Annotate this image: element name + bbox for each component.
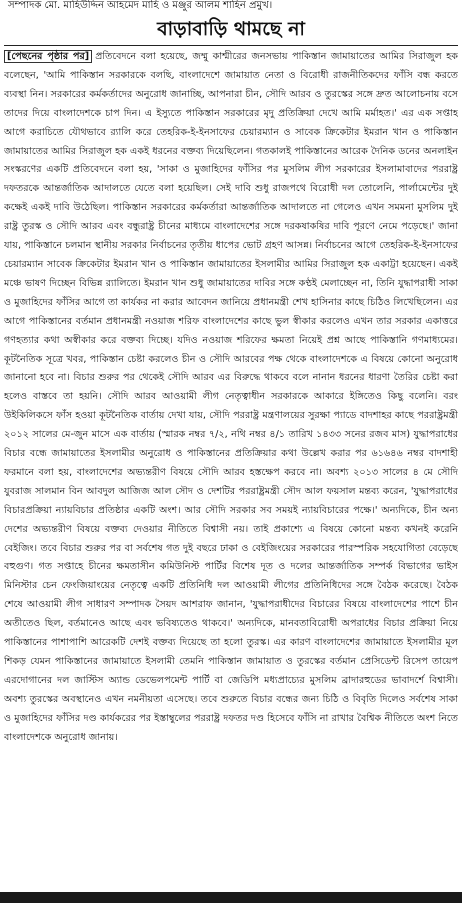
- headline: বাড়াবাড়ি থামছে না: [157, 18, 305, 40]
- article-text: প্রতিবেদনে বলা হয়েছে, জম্মু কাশ্মীরের জনসভায় পাকিস্তান জামায়াতের আমির সিরাজুল হক বলেছেন, 'আমি পাকিস্তান সরকারকে বলছি, বাংলাদেশে জামায়াত নেতা ও বিরোধী রাজনীতিকদের ফাঁসি বন্ধ করতে ব্যবস্থা নিন। সরকারের কর্মকর্তাদের অনুরোধ জানাচ্ছি, আপনারা চীন, সৌদি আরব ও তুরস্কের সঙ্গে দ্রুত আলোচনায় বসে তাদের দিয়ে বাংলাদেশকে চাপ দিন। এ ইস্যুতে পাকিস্তান সরকারের মৃদু প্রতিক্রিয়া দেখে আমি মর্মাহত।' এর এক সপ্তাহ আগে করাচিতে যৌথভাবে র‌্যালি করে তেহরিক-ই-ইনসাফের চেয়ারম্যান ও সাবেক ক্রিকেটার ইমরান খান ও পাকিস্তান জামায়াতের আমির সিরাজুল হক একই ধরনের বক্তব্য দিয়েছিলেন। গতকালই পাকিস্তানের আরেক দৈনিক ডনের অনলাইন সংস্করণের একটি প্রতিবেদনে বলা হয়, 'সাকা ও মুজাহিদের ফাঁসির পর মুসলিম লীগ সরকারের ইসলামাবাদের পররাষ্ট্র দফতরকে আন্তর্জাতিক আদালতে যেতে বলা হয়েছিল। সেই দাবি শুধু রাজপথে বিরোধী দল তোলেনি, পার্লামেন্টের দুই কক্ষেই একই দাবি উঠেছিল। পাকিস্তান সরকারের কর্মকর্তারা আন্তর্জাতিক আদালতে না গেলেও এখন সমমনা মুসলিম দুই রাষ্ট্র তুরস্ক ও সৌদি আরব এবং বন্ধুরাষ্ট্র চীনের মাধ্যমে বাংলাদেশের সঙ্গে দরকষাকষির দাবি পূরণে নেমে পড়েছে।' জানা যায়, পাকিস্তানে চলমান স্থানীয় সরকার নির্বাচনের তৃতীয় ধাপের ভোট গ্রহণ আসন্ন। নির্বাচনের আগে তেহরিক-ই-ইনসাফের চেয়ারম্যান সাবেক ক্রিকেটার ইমরান খান ও পাকিস্তান জামায়াতের ইসলামীর আমির সিরাজুল হক একাট্টা হয়েছেন। একই মঞ্চে ভাষণ দিচ্ছেন বিভিন্ন র‌্যালিতে। ইমরান খান শুধু জামায়াতের দাবির সঙ্গে কণ্ঠই মেলাচ্ছেন না, তিনি যুদ্ধাপরাধী সাকা ও মুজাহিদের ফাঁসির আগে তা কার্যকর না করার আবেদন জানিয়ে প্রধানমন্ত্রী শেখ হাসিনার কাছে চিঠিও লিখেছিলেন। এর আগে পাকিস্তানের বর্তমান প্রধানমন্ত্রী নওয়াজ শরিফ বাংলাদেশের কাছে ভুল স্বীকার করলেও এখন তার সরকার একাত্তরে গণহত্যার কথা অস্বীকার করে বক্তব্য দিচ্ছে। যদিও নওয়াজ শরিফের ক্ষমতা নিয়েই প্রশ্ন আছে পাকিস্তানি গণমাধ্যমের। কূটনৈতিক সূত্রে খবর, পাকিস্তান চেষ্টা করলেও চীন ও সৌদি আরবের পক্ষ থেকে বাংলাদেশকে এ বিষয়ে কোনো অনুরোধ জানানো হবে না। বিচার শুরুর পর থেকেই সৌদি আরব এর বিরুদ্ধে থাকবে বলে নানান ধরনের ধারণা তৈরির চেষ্টা করা হলেও বাস্তবে তা হয়নি। সৌদি আরব আওয়ামী লীগ নেতৃত্বাধীন সরকারকে আকারে ইঙ্গিতেও কিছু বলেনি। বরং উইকিলিকসে ফাঁস হওয়া কূটনৈতিক বার্তায় দেখা যায়, সৌদি পররাষ্ট্র মন্ত্রণালয়ের সুরক্ষা প্যাডে বাদশাহর কাছে পররাষ্ট্রমন্ত্রী ২০১২ সালের মে-জুন মাসে এক বার্তায় (স্মারক নম্বর ৭/২, নথি নম্বর ৪/১ তারিখ ১৪৩৩ সনের রজব মাস) যুদ্ধাপরাধের বিচার বন্ধে জামায়াতের ইসলামীর অনুরোধ ও পাকিস্তানের প্রতিক্রিয়ার কথা উল্লেখ করার পর ৬১৬৪৬ নম্বর বাদশাহী ফরমানে বলা হয়, বাংলাদেশের অভ্যন্তরীণ বিষয়ে সৌদি আরব হস্তক্ষেপ করবে না। অবশ্য ২০১৩ সালের ৪ মে সৌদি যুবরাজ সালমান বিন আবদুল আজিজ আল সৌদ ও দেশটির পররাষ্ট্রমন্ত্রী সৌদ আল ফয়সাল মন্তব্য করেন, 'যুদ্ধাপরাধের বিচারপ্রক্রিয়া ন্যায়বিচার প্রতিষ্ঠার একটি অংশ। আর সৌদি সরকার সব সময়ই ন্যায়বিচারের পক্ষে।' অন্যদিকে, চীন অন্য দেশের অভ্যন্তরীণ বিষয়ে বক্তব্য দেওয়ার নীতিতে বিশ্বাসী নয়। তাই প্রকাশ্যে এ বিষয়ে কোনো মন্তব্য কখনই করেনি বেইজিং। তবে বিচার শুরুর পর বা সর্বশেষ গত দুই বছরে ঢাকা ও বেইজিংয়ের সরকারের পারস্পরিক সহযোগিতা বেড়েছে বহুগুণ। গত সপ্তাহে চীনের ক্ষমতাসীন কমিউনিস্ট পার্টির বিশেষ দূত ও দলের আন্তর্জাতিক সম্পর্ক বিভাগের ভাইস মিনিস্টার চেন ফেংজিয়াংয়ের নেতৃত্বে একটি প্রতিনিধি দল আওয়ামী লীগের প্রতিনিধিদের সঙ্গে বৈঠক করেছে। বৈঠক শেষে আওয়ামী লীগ সাধারণ সম্পাদক সৈয়দ আশরাফ জানান, 'যুদ্ধাপরাধীদের বিচারের বিষয়ে বাংলাদেশের পাশে চীন অতীতেও ছিল, বর্তমানেও আছে এবং ভবিষ্যতেও থাকবে।' অন্যদিকে, মানবতাবিরোধী অপরাধের বিচার প্রক্রিয়া নিয়ে পাকিস্তানের পাশাপাশি আরেকটি দেশই বক্তব্য দিয়েছে তা হলো তুরস্ক। এর কারণ বাংলাদেশের জামায়াতে ইসলামীর মূল শিকড় যেমন পাকিস্তানের জামায়াতে ইসলামী তেমনি পাকিস্তান জামায়াত ও তুরস্কের বর্তমান প্রেসিডেন্ট রিসেপ তায়েপ এরদোগানের দল জাস্টিস অ্যান্ড ডেভেলপমেন্ট পার্টি বা জেডিপি মধ্যপ্রাচ্যের মুসলিম ব্রাদারহুডের ভাবাদর্শে বিশ্বাসী। অবশ্য তুরস্কের অবস্থানেও এখন নমনীয়তা এসেছে। তবে শুরুতে বিচার বন্ধের জন্য চিঠি ও বিবৃতি দিলেও সর্বশেষ সাকা ও মুজাহিদের ফাঁসির দণ্ড কার্যকরের পর ইস্তাম্বুলের পররাষ্ট্র দফতর দণ্ড হিসেবে ফাঁসি না রাখার বৈশ্বিক নীতিতে অংশ নিতে বাংলাদেশকে অনুরোধ জানায়।: [4, 51, 458, 743]
- footer-strip: [0, 892, 462, 903]
- headline-divider: [4, 45, 458, 46]
- editor-line: সম্পাদক মো. মাহিউদ্দিন আহমেদ মাহি ও মঞ্জুর আলম শাহিন প্রমুখ।: [8, 0, 273, 11]
- article-body: [4, 48, 458, 888]
- continuation-label: [পেছনের পৃষ্ঠার পর]: [4, 50, 92, 63]
